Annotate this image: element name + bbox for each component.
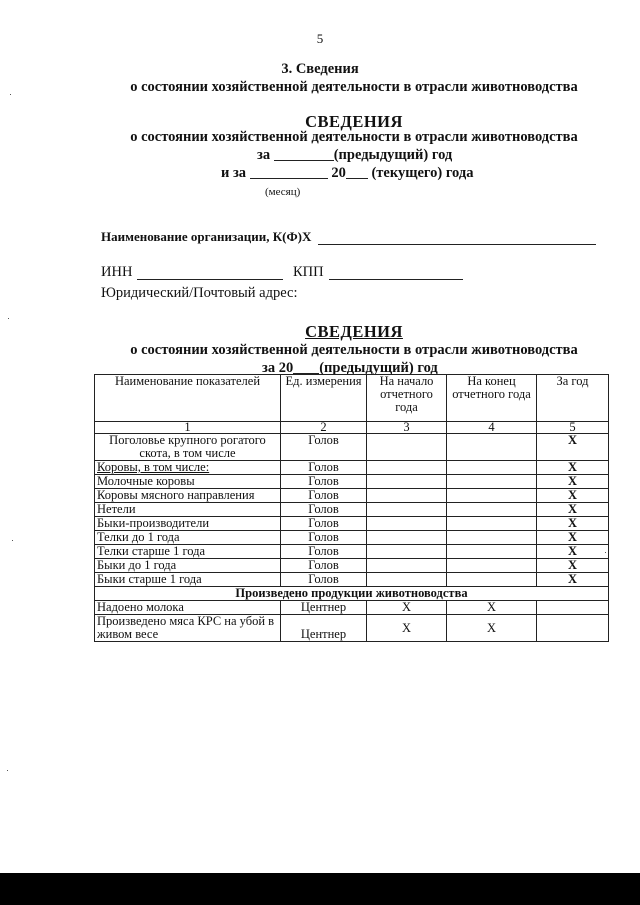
row-name: Нетели xyxy=(95,503,281,517)
row-name: Надоено молока xyxy=(95,601,281,615)
scan-speck xyxy=(12,540,13,541)
month-hint: (месяц) xyxy=(265,186,301,198)
curr-period-prefix: и за xyxy=(221,165,247,181)
row-year-cell: X xyxy=(537,461,609,475)
row-name: Коровы мясного направления xyxy=(95,489,281,503)
row-unit: Голов xyxy=(281,503,367,517)
block1-subtitle: о состоянии хозяйственной деятельности в отрасли животноводства xyxy=(130,129,578,145)
column-number: 3 xyxy=(367,422,447,434)
column-number: 1 xyxy=(95,422,281,434)
row-name: Поголовье крупного рогатого скота, в том числе xyxy=(95,434,281,461)
section-row xyxy=(95,587,609,601)
page-number: 5 xyxy=(316,31,324,46)
scan-speck xyxy=(7,770,8,771)
curr-period-suffix: (текущего) года xyxy=(371,165,474,181)
section-heading: 3. Сведения xyxy=(281,61,359,77)
row-end-cell: X xyxy=(447,601,537,615)
curr-year-prefix: 20 xyxy=(331,165,346,181)
row-start-cell[interactable] xyxy=(367,434,447,461)
row-start-cell: X xyxy=(367,615,447,642)
kpp-field[interactable] xyxy=(329,265,463,280)
header-end: На конец отчетного года xyxy=(447,375,537,422)
row-start-cell[interactable] xyxy=(367,545,447,559)
product-row xyxy=(95,615,609,642)
row-end-cell[interactable] xyxy=(447,475,537,489)
scan-speck xyxy=(10,94,11,95)
livestock-table xyxy=(94,374,609,642)
column-number-row xyxy=(95,422,609,434)
row-name: Телки до 1 года xyxy=(95,531,281,545)
row-end-cell[interactable] xyxy=(447,489,537,503)
row-year-cell: X xyxy=(537,573,609,587)
month-field[interactable] xyxy=(250,164,328,179)
table-row xyxy=(95,545,609,559)
block2-period-suffix: (предыдущий) год xyxy=(319,360,438,376)
scan-speck xyxy=(605,552,606,553)
row-end-cell: X xyxy=(447,615,537,642)
org-name-label: Наименование организации, К(Ф)Х xyxy=(101,229,312,244)
block2-year-field[interactable] xyxy=(293,359,319,374)
table-row xyxy=(95,489,609,503)
table-row xyxy=(95,461,609,475)
address-label: Юридический/Почтовый адрес: xyxy=(101,285,298,301)
inn-field[interactable] xyxy=(137,265,283,280)
row-year-cell: X xyxy=(537,559,609,573)
curr-period-line xyxy=(221,164,473,182)
block2-title: СВЕДЕНИЯ xyxy=(305,322,403,341)
block1-title: СВЕДЕНИЯ xyxy=(305,112,403,131)
product-row xyxy=(95,601,609,615)
column-number: 5 xyxy=(537,422,609,434)
prev-year-field[interactable] xyxy=(274,146,334,161)
kpp-label: КПП xyxy=(293,264,324,280)
row-unit: Голов xyxy=(281,475,367,489)
org-name-field[interactable] xyxy=(318,230,596,245)
row-name: Быки-производители xyxy=(95,517,281,531)
row-unit: Центнер xyxy=(281,615,367,642)
row-unit: Голов xyxy=(281,531,367,545)
block2-subtitle: о состоянии хозяйственной деятельности в отрасли животноводства xyxy=(130,342,578,358)
row-unit: Голов xyxy=(281,517,367,531)
column-number: 4 xyxy=(447,422,537,434)
table-row xyxy=(95,573,609,587)
row-start-cell[interactable] xyxy=(367,461,447,475)
row-unit: Голов xyxy=(281,461,367,475)
row-end-cell[interactable] xyxy=(447,559,537,573)
row-start-cell[interactable] xyxy=(367,559,447,573)
header-unit: Ед. измерения xyxy=(281,375,367,422)
row-unit: Голов xyxy=(281,434,367,461)
row-end-cell[interactable] xyxy=(447,434,537,461)
row-year-cell: X xyxy=(537,475,609,489)
row-year-cell[interactable] xyxy=(537,615,609,642)
row-end-cell[interactable] xyxy=(447,545,537,559)
scan-bottom-border xyxy=(0,873,640,905)
row-end-cell[interactable] xyxy=(447,503,537,517)
prev-period-suffix: (предыдущий) год xyxy=(333,147,453,163)
row-start-cell[interactable] xyxy=(367,503,447,517)
row-start-cell[interactable] xyxy=(367,517,447,531)
row-end-cell[interactable] xyxy=(447,531,537,545)
row-start-cell[interactable] xyxy=(367,489,447,503)
row-end-cell[interactable] xyxy=(447,573,537,587)
row-name: Быки старше 1 года xyxy=(95,573,281,587)
prev-period-prefix: за xyxy=(257,147,271,163)
row-start-cell: X xyxy=(367,601,447,615)
row-year-cell: X xyxy=(537,503,609,517)
table-header-row xyxy=(95,375,609,422)
production-section-title: Произведено продукции животноводства xyxy=(95,587,609,601)
row-end-cell[interactable] xyxy=(447,461,537,475)
row-start-cell[interactable] xyxy=(367,475,447,489)
row-unit: Голов xyxy=(281,489,367,503)
row-end-cell[interactable] xyxy=(447,517,537,531)
row-year-cell: X xyxy=(537,434,609,461)
column-number: 2 xyxy=(281,422,367,434)
row-unit: Голов xyxy=(281,559,367,573)
table-row xyxy=(95,531,609,545)
row-name: Коровы, в том числе: xyxy=(95,461,281,475)
table-row xyxy=(95,434,609,461)
table-row xyxy=(95,503,609,517)
row-unit: Центнер xyxy=(281,601,367,615)
row-start-cell[interactable] xyxy=(367,531,447,545)
row-year-cell: X xyxy=(537,489,609,503)
section-subtitle: о состоянии хозяйственной деятельности в отрасли животноводства xyxy=(130,79,578,95)
curr-year-field[interactable] xyxy=(346,164,368,179)
table-row xyxy=(95,517,609,531)
row-year-cell: X xyxy=(537,517,609,531)
table-row xyxy=(95,559,609,573)
header-start: На начало отчетного года xyxy=(367,375,447,422)
row-unit: Голов xyxy=(281,573,367,587)
scan-speck xyxy=(8,318,9,319)
row-name: Молочные коровы xyxy=(95,475,281,489)
row-name: Быки до 1 года xyxy=(95,559,281,573)
header-year: За год xyxy=(537,375,609,422)
row-unit: Голов xyxy=(281,545,367,559)
row-name: Телки старше 1 года xyxy=(95,545,281,559)
row-year-cell: X xyxy=(537,531,609,545)
row-year-cell[interactable] xyxy=(537,601,609,615)
row-year-cell: X xyxy=(537,545,609,559)
prev-period-line xyxy=(257,146,452,164)
inn-label: ИНН xyxy=(101,264,133,280)
table-row xyxy=(95,475,609,489)
block2-period-prefix: за 20 xyxy=(262,360,294,376)
row-start-cell[interactable] xyxy=(367,573,447,587)
header-indicator: Наименование показателей xyxy=(95,375,281,422)
row-name: Произведено мяса КРС на убой в живом весе xyxy=(95,615,281,642)
